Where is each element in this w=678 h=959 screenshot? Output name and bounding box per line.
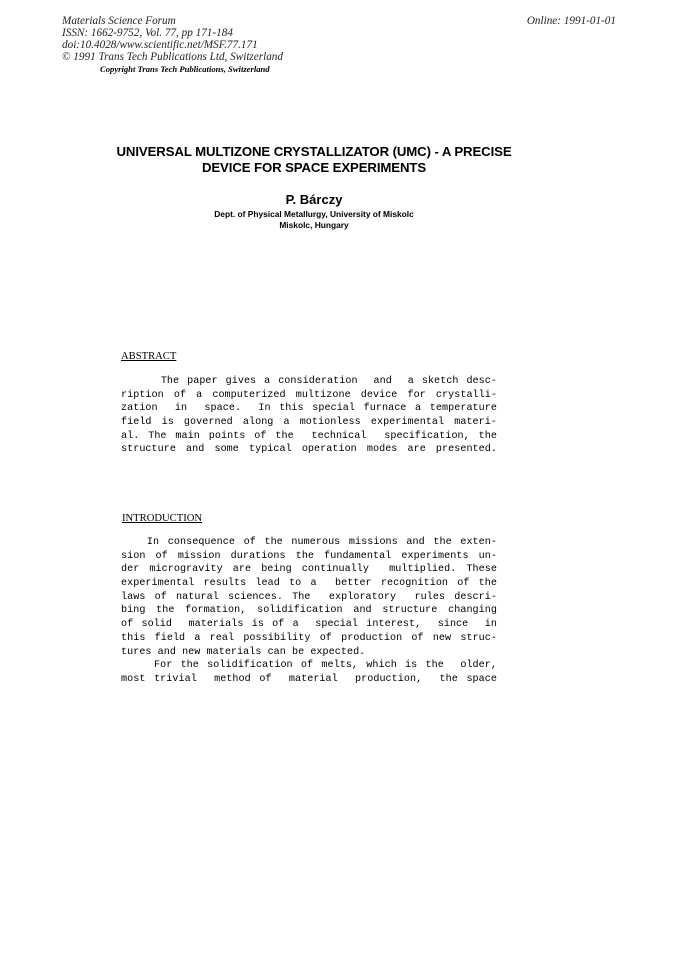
introduction-heading: INTRODUCTION: [122, 513, 203, 524]
introduction-line: In consequence of the numerous missions and the exten-: [121, 537, 497, 548]
author-name: P. Bárczy: [285, 192, 343, 207]
introduction-line: this field a real possibility of production of new struc-: [121, 632, 497, 644]
abstract-line: ription of a computerized multizone device for crystalli-: [121, 389, 497, 401]
abstract-line: field is governed along a motionless experimental materi-: [121, 417, 497, 429]
title-line-2: DEVICE FOR SPACE EXPERIMENTS: [201, 160, 427, 175]
introduction-line: most trivial method of material production, the space: [121, 673, 497, 685]
paper-title: [110, 144, 518, 176]
online-date: Online: 1991-01-01: [526, 15, 616, 27]
copyright-stamp: Copyright Trans Tech Publications, Switzerland: [100, 64, 270, 74]
publication-info: [62, 15, 283, 63]
affiliation-department: Dept. of Physical Metallurgy, University of Miskolc: [214, 209, 414, 219]
journal-name: Materials Science Forum: [62, 15, 176, 27]
abstract-line: zation in space. In this special furnace a temperature: [121, 403, 497, 415]
abstract-body: [121, 375, 497, 457]
abstract-line: The paper gives a consideration and a sketch desc-: [121, 376, 497, 387]
publisher-line: © 1991 Trans Tech Publications Ltd, Switzerland: [62, 51, 283, 63]
introduction-line: laws of natural sciences. The exploratory rules descri-: [121, 591, 497, 603]
introduction-line: For the solidification of melts, which is the older,: [121, 660, 497, 672]
abstract-line: structure and some typical operation modes are presented.: [121, 444, 497, 456]
doi-link[interactable]: doi:10.4028/www.scientific.net/MSF.77.171: [62, 39, 258, 51]
author-affiliation: [110, 209, 518, 231]
introduction-line: tures and new materials can be expected.: [121, 646, 366, 658]
issn-line: ISSN: 1662-9752, Vol. 77, pp 171-184: [62, 27, 233, 39]
title-line-1: UNIVERSAL MULTIZONE CRYSTALLIZATOR (UMC) - A PRECISE: [116, 144, 512, 159]
affiliation-location: Miskolc, Hungary: [279, 220, 349, 230]
introduction-line: der microgravity are being continually multiplied. These: [121, 564, 497, 576]
introduction-line: bing the formation, solidification and structure changing: [121, 605, 497, 617]
abstract-line: al. The main points of the technical specification, the: [121, 430, 497, 442]
abstract-heading: ABSTRACT: [121, 351, 177, 362]
introduction-line: of solid materials is of a special interest, since in: [121, 619, 497, 631]
introduction-line: experimental results lead to a better recognition of the: [121, 578, 497, 590]
introduction-line: sion of mission durations the fundamental experiments un-: [121, 550, 497, 562]
introduction-body: [121, 536, 497, 687]
